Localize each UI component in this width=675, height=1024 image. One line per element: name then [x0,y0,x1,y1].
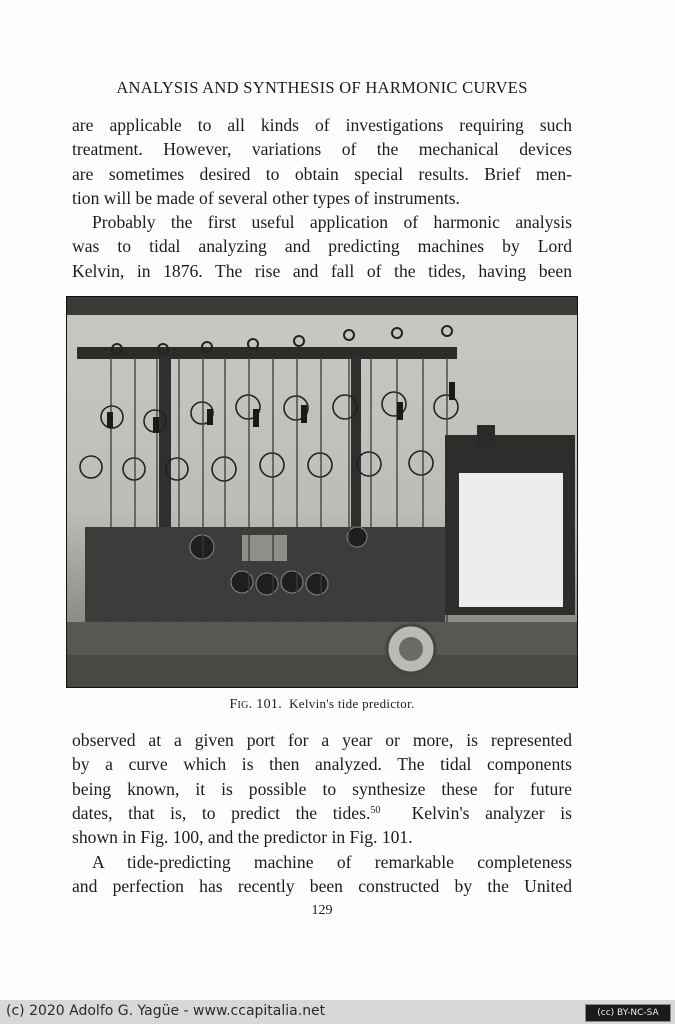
figure-caption [72,696,572,713]
text-line: Kelvin, in 1876. The rise and fall of the tides, having been [72,260,572,281]
text-line: are applicable to all kinds of investigations requiring such [72,115,572,135]
cc-license-badge[interactable]: (cc) BY-NC-SA [585,1004,671,1022]
text-line: Probably the first useful application of harmonic analysis [92,212,572,232]
text-line: are sometimes desired to obtain special results. Brief men- [72,163,572,184]
paragraph-1 [72,113,572,210]
figure-photo-tide-predictor [66,296,578,688]
copyright-text: (c) 2020 Adolfo G. Yagüe - www.ccapitalia.net [6,1003,326,1019]
text-line: by a curve which is then analyzed. The tidal components [72,754,572,775]
figure-caption-text: Kelvin's tide predictor. [289,696,415,711]
paragraph-4 [72,850,572,899]
text-line: treatment. However, variations of the mechanical devices [72,139,572,160]
text-line: was to tidal analyzing and predicting machines by Lord [72,236,572,257]
tide-predictor-illustration [67,297,577,687]
footnote-ref[interactable]: 50 [370,804,381,816]
copyright-footer [0,1000,675,1024]
running-head: ANALYSIS AND SYNTHESIS OF HARMONIC CURVES [116,78,528,97]
text-line: observed at a given port for a year or more, is represented [72,730,572,750]
text-fragment: Kelvin's analyzer is [380,802,572,823]
paragraph-2 [72,210,572,283]
text-line [72,801,572,825]
figure-label: Fig. 101. [229,697,282,712]
text-fragment: dates, that is, to predict the tides. [72,802,371,823]
text-line: A tide-predicting machine of remarkable completeness [92,852,572,872]
page-number: 129 [311,903,333,918]
paragraph-3 [72,728,572,849]
text-line: shown in Fig. 100, and the predictor in Fig. 101. [72,827,413,848]
text-line: and perfection has recently been constructed by the United [72,876,572,897]
text-line: being known, it is possible to synthesize these for future [72,778,572,799]
text-line: tion will be made of several other types of instruments. [72,187,460,208]
